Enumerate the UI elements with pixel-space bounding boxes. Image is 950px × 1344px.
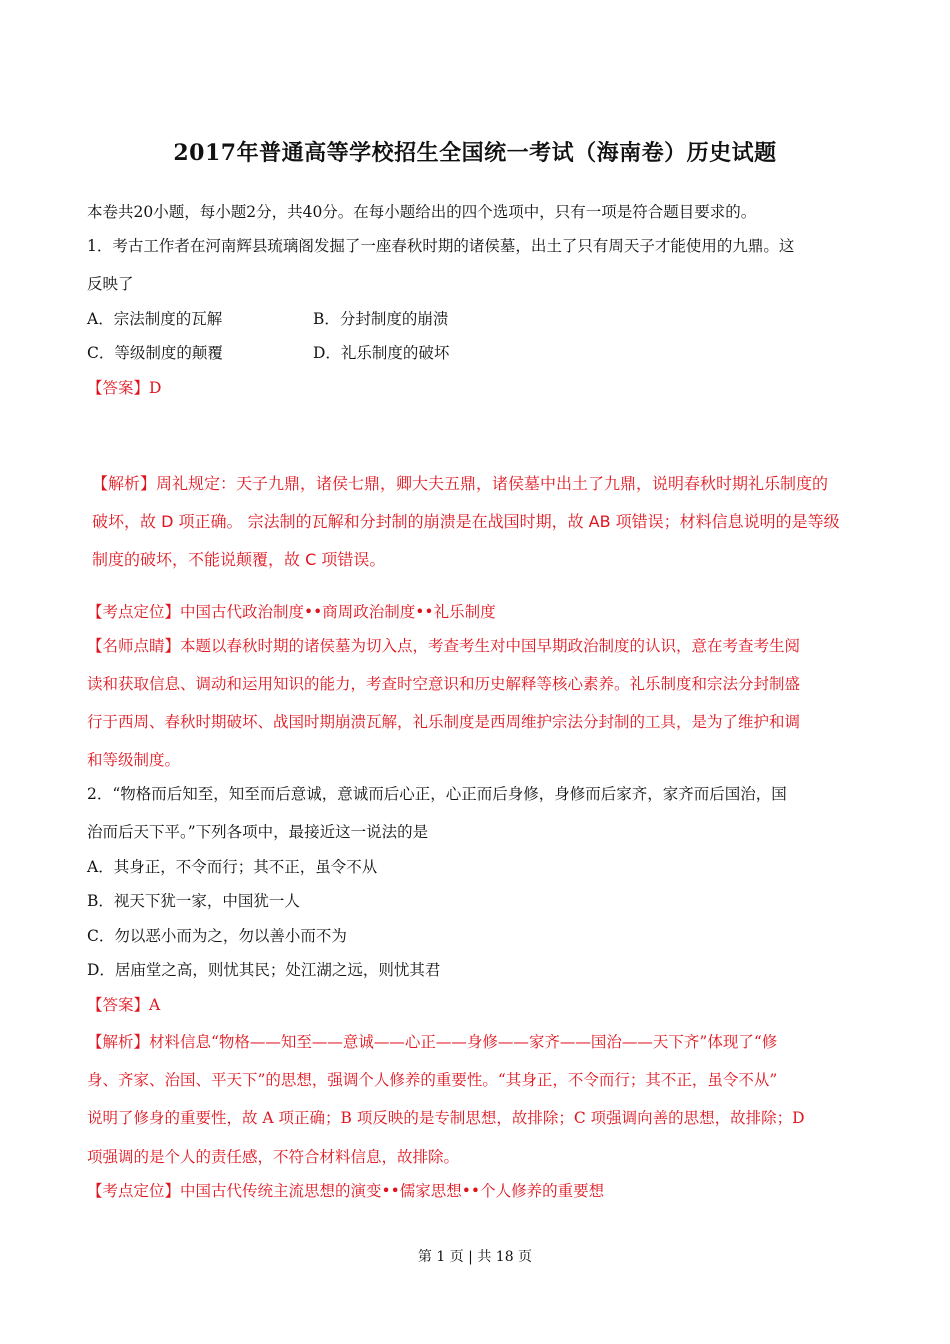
q2-analysis-line-4: 项强调的是个人的责任感，不符合材料信息，故排除。 (87, 1148, 460, 1166)
q1-option-d: D．礼乐制度的破坏 (313, 344, 450, 362)
exam-intro: 本卷共20小题，每小题2分，共40分。在每小题给出的四个选项中，只有一项是符合题目要求的。 (87, 203, 757, 221)
q1-answer: 【答案】D (87, 379, 162, 397)
q1-option-c: C．等级制度的颠覆 (87, 344, 223, 362)
q2-option-a: A．其身正，不令而行；其不正，虽令不从 (87, 858, 378, 876)
q2-answer: 【答案】A (87, 996, 161, 1014)
q1-option-b: B．分封制度的崩溃 (313, 310, 449, 328)
q1-comment-line-2: 读和获取信息、调动和运用知识的能力，考查时空意识和历史解释等核心素养。礼乐制度和宗法分封制盛 (87, 675, 801, 693)
page-footer: 第 1 页 | 共 18 页 (417, 1249, 533, 1265)
q1-option-a: A．宗法制度的瓦解 (87, 310, 223, 328)
q2-knowledge-point: 【考点定位】中国古代传统主流思想的演变••儒家思想••个人修养的重要想 (87, 1182, 605, 1200)
q1-comment-line-4: 和等级制度。 (87, 751, 181, 769)
q1-options-row-2 (87, 342, 877, 364)
page-title: 2017年普通高等学校招生全国统一考试（海南卷）历史试题 (173, 140, 777, 166)
q2-analysis-line-3: 说明了修身的重要性，故 A 项正确；B 项反映的是专制思想，故排除；C 项强调向善的思想，故排除；D (87, 1109, 805, 1127)
q1-analysis-line-3: 制度的破坏，不能说颠覆，故 C 项错误。 (92, 550, 386, 569)
q2-option-c: C．勿以恶小而为之，勿以善小而不为 (87, 927, 347, 945)
q2-option-b: B．视天下犹一家，中国犹一人 (87, 892, 300, 910)
q2-stem-line-1: 2．“物格而后知至，知至而后意诚，意诚而后心正，心正而后身修，身修而后家齐，家齐而后国治，国 (87, 785, 787, 803)
q1-comment-line-1: 【名师点睛】本题以春秋时期的诸侯墓为切入点，考查考生对中国早期政治制度的认识，意在考查考生阅 (87, 637, 801, 655)
q2-analysis-line-2: 身、齐家、治国、平天下”的思想，强调个人修养的重要性。“其身正，不令而行；其不正，虽令不从” (87, 1071, 778, 1089)
q1-analysis-line-1: 【解析】周礼规定：天子九鼎，诸侯七鼎，卿大夫五鼎，诸侯墓中出土了九鼎，说明春秋时期礼乐制度的 (92, 474, 829, 493)
q2-stem-line-2: 治而后天下平。”下列各项中，最接近这一说法的是 (87, 823, 429, 841)
q1-options-row-1 (87, 308, 877, 330)
q1-comment-line-3: 行于西周、春秋时期破坏、战国时期崩溃瓦解，礼乐制度是西周维护宗法分封制的工具，是为了维护和调 (87, 713, 801, 731)
q1-analysis-line-2: 破坏，故 D 项正确。 宗法制的瓦解和分封制的崩溃是在战国时期，故 AB 项错误；材料信息说明的是等级 (92, 512, 840, 531)
q2-analysis-line-1: 【解析】材料信息“物格——知至——意诚——心正——身修——家齐——国治——天下齐”体现了“修 (87, 1033, 778, 1051)
q2-option-d: D．居庙堂之高，则忧其民；处江湖之远，则忧其君 (87, 961, 441, 979)
q1-knowledge-point: 【考点定位】中国古代政治制度••商周政治制度••礼乐制度 (87, 603, 496, 621)
q1-stem-line-2: 反映了 (87, 275, 134, 293)
q1-stem-line-1: 1．考古工作者在河南辉县琉璃阁发掘了一座春秋时期的诸侯墓，出土了只有周天子才能使用的九鼎。这 (87, 237, 795, 255)
